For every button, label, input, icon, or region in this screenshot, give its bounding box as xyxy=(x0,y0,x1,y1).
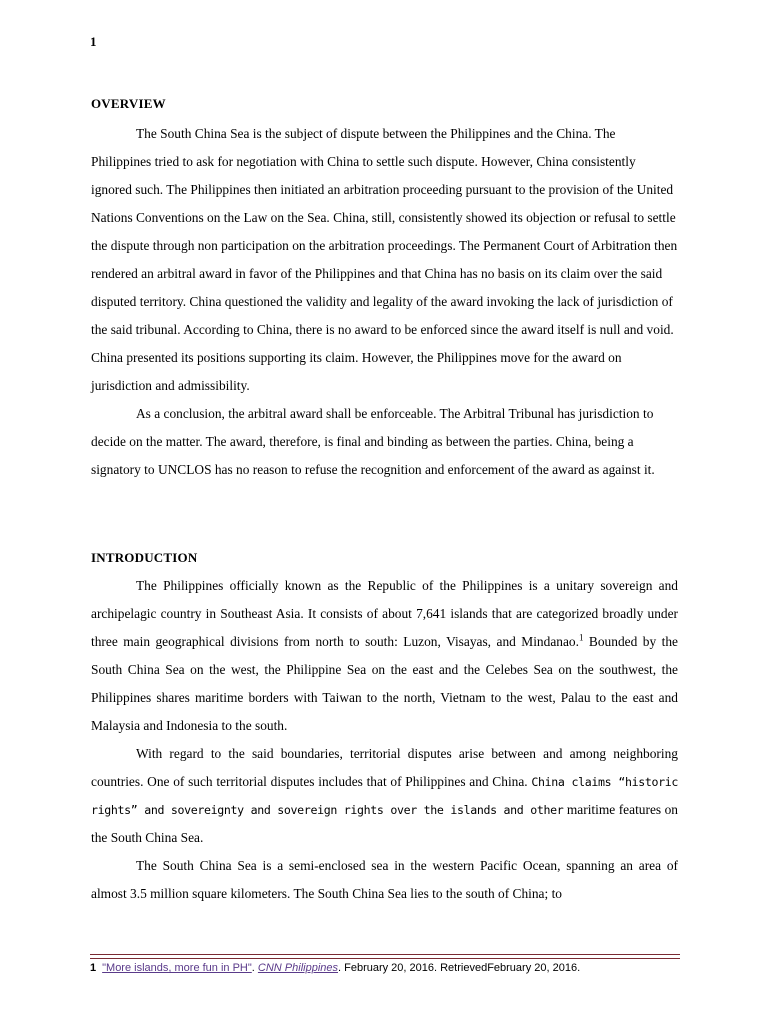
overview-paragraph-1: The South China Sea is the subject of dispute between the Philippines and the China. The Philippines tried to ask for negotiation with China to settle such dispute. However, China consistently ignored such. The Philippines then initiated an arbitration proceeding pursuant to the provision of the United Nations Conventions on the Law on the Sea. China, still, consistently showed its objection or refusal to settle the dispute through non participation on the arbitration proceedings. The Permanent Court of Arbitration then rendered an arbitral award in favor of the Philippines and that China has no basis on its claim over the said disputed territory. China questioned the validity and legality of the award invoking the lack of jurisdiction of the said tribunal. According to China, there is no award to be enforced since the award itself is null and void. China presented its positions supporting its claim. However, the Philippines move for the award on jurisdiction and admissibility. xyxy=(91,126,678,393)
footnote xyxy=(90,962,690,974)
introduction-paragraph-3: The South China Sea is a semi-enclosed sea in the western Pacific Ocean, spanning an area of almost 3.5 million square kilometers. The South China Sea lies to the south of China; to xyxy=(91,858,678,901)
footnote-divider-bottom xyxy=(90,958,680,959)
intro2-text-a: With regard to the said boundaries, territorial disputes arise between and among neighboring countries. One of such territorial disputes includes that of Philippines and China. xyxy=(91,746,678,789)
introduction-paragraph-1 xyxy=(91,572,678,740)
page-number: 1 xyxy=(90,34,97,49)
intro2-mono-text: China claims “historic rights” and sovereignty and sovereign rights over the islands and other xyxy=(91,775,678,817)
footnote-publisher-link[interactable]: CNN Philippines xyxy=(257,962,338,974)
overview-paragraph-2: As a conclusion, the arbitral award shall be enforceable. The Arbitral Tribunal has jurisdiction to decide on the matter. The award, therefore, is final and binding as between the parties. China, being a signatory to UNCLOS has no reason to refuse the recognition and enforcement of the award as against it. xyxy=(91,406,655,477)
introduction-section xyxy=(91,550,678,908)
introduction-heading: INTRODUCTION xyxy=(91,550,198,565)
intro-text-b: Bounded by the South China Sea on the west, the Philippine Sea on the east and the Celebes Sea on the southwest, the Philippines shares maritime borders with Taiwan to the north, Vietnam to the west, Palau to the east and Malaysia and Indonesia to the south. xyxy=(91,634,678,733)
footnote-title-link[interactable]: "More islands, more fun in PH" xyxy=(102,962,252,974)
footnote-sep: . xyxy=(251,962,258,974)
footnote-divider-top xyxy=(90,954,680,955)
footnote-ref[interactable]: 1 xyxy=(578,632,584,643)
introduction-paragraph-2 xyxy=(91,740,678,852)
overview-section xyxy=(91,96,678,484)
intro2-text-b: maritime features on the South China Sea. xyxy=(91,802,678,845)
footnote-rest: . February 20, 2016. RetrievedFebruary 20, 2016. xyxy=(338,962,581,974)
intro-text-a: The Philippines officially known as the Republic of the Philippines is a unitary sovereign and archipelagic country in Southeast Asia. It consists of about 7,641 islands that are categorized broadly under three main geographical divisions from north to south: Luzon, Visayas, and Mindanao. xyxy=(91,578,678,649)
overview-heading: OVERVIEW xyxy=(91,96,166,111)
footnote-number: 1 xyxy=(90,962,97,974)
